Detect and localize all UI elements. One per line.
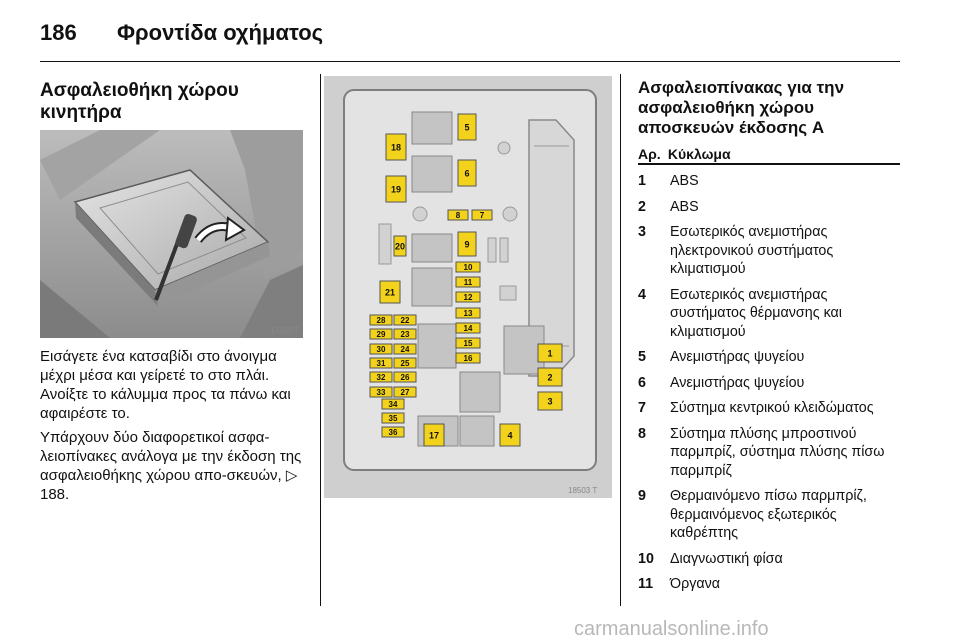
fuse-9-label: 9: [464, 239, 470, 250]
fuse-circuit: Σύστημα πλύσης μπροστινού παρμπρίζ, σύστημα πλύσης πίσω παρμπρίζ: [670, 425, 885, 479]
fuse-table-row: [638, 575, 900, 594]
column-header-number: Αρ.: [638, 146, 661, 162]
diagram-code: 18503 T: [568, 486, 598, 495]
column-divider-right: [620, 74, 621, 606]
fuse-35-label: 35: [388, 414, 398, 423]
fuse-29-label: 29: [376, 330, 386, 339]
fuse-12-label: 12: [463, 293, 473, 302]
fuse-16-label: 16: [463, 354, 473, 363]
fuse-26-label: 26: [400, 373, 410, 382]
fuse-25-label: 25: [400, 359, 410, 368]
fusebox-versions-paragraph: [40, 428, 310, 504]
fuse-21-label: 21: [384, 287, 396, 298]
fuse-circuit: Όργανα: [670, 576, 721, 592]
fuse-15-label: 15: [463, 339, 473, 348]
fuse-number: 7: [638, 400, 646, 416]
page-ref-icon: ▷: [285, 467, 298, 484]
fuse-22-label: 22: [400, 316, 410, 325]
column-divider-left: [320, 74, 321, 606]
fuse-circuit: Εσωτερικός ανεμιστήρας συστήματος θέρμανσης και κλιματισμού: [670, 286, 842, 340]
fuse-number: 5: [638, 349, 646, 365]
fuse-table-row: [638, 487, 900, 543]
fuse-36-label: 36: [388, 428, 398, 437]
fuse-circuit: Ανεμιστήρας ψυγείου: [670, 374, 805, 391]
fuse-20-label: 20: [394, 241, 406, 252]
fuse-circuit: Ανεμιστήρας ψυγείου: [670, 349, 805, 365]
fuse-number: 1: [638, 173, 646, 189]
fuse-number: 3: [638, 224, 646, 240]
fuse-19-label: 19: [390, 184, 402, 195]
fuse-31-label: 31: [376, 359, 386, 368]
column-header-circuit: Κύκλωμα: [667, 146, 731, 162]
fuse-circuit: Θερμαινόμενο πίσω παρμπρίζ, θερμαινόμενος εξωτερικός καθρέπτης: [670, 488, 867, 541]
photo-code: 17263 T: [270, 326, 300, 335]
fuse-13-label: 13: [463, 309, 473, 318]
fuse-number: 6: [638, 374, 646, 391]
fuse-7-label: 7: [479, 211, 485, 220]
fuse-32-label: 32: [376, 373, 386, 382]
versions-text: Υπάρχουν δύο διαφορετικοί ασφα-λειοπίνακες ανάλογα με την έκδοση της ασφαλειοθήκης χώρου απο-σκευών,: [40, 429, 302, 484]
fuse-8-label: 8: [455, 211, 461, 220]
fuse-10-label: 10: [463, 263, 473, 272]
fuse-34-label: 34: [388, 400, 398, 409]
fuse-1-label: 1: [547, 348, 553, 359]
fuse-table-row: [638, 550, 900, 569]
fuse-circuit: Εσωτερικός ανεμιστήρας ηλεκτρονικού συστήματος κλιματισμού: [670, 224, 834, 277]
section-title-fuse-table: Ασφαλειοπίνακας για την ασφαλειοθήκη χώρου αποσκευών έκδοσης A: [638, 78, 845, 137]
fuse-6-label: 6: [464, 168, 470, 179]
page-ref-link[interactable]: 188.: [40, 486, 70, 503]
fusebox-cover-photo: [40, 130, 303, 338]
instruction-paragraph: Εισάγετε ένα κατσαβίδι στο άνοιγμα μέχρι μέσα και γείρετέ το στο πλάι. Ανοίξτε το κάλυμμα προς τα πάνω και αφαιρέστε το.: [40, 348, 291, 422]
watermark: carmanualsonline.info: [574, 618, 769, 640]
fuse-layout-diagram: [324, 76, 612, 498]
fuse-number: 10: [638, 550, 654, 567]
page-title: Φροντίδα οχήματος: [117, 20, 324, 45]
fuse-4-label: 4: [507, 430, 513, 441]
fuse-circuit: Σύστημα κεντρικού κλειδώματος: [670, 400, 874, 416]
fuse-number: 9: [638, 488, 646, 504]
fuse-17-label: 17: [428, 430, 440, 441]
fuse-table-header: [638, 146, 900, 162]
fuse-18-label: 18: [390, 142, 402, 153]
fuse-table-row: [638, 399, 900, 418]
fuse-table-row: [638, 286, 900, 342]
fuse-27-label: 27: [400, 388, 410, 397]
fuse-number: 8: [638, 425, 646, 442]
fuse-table-row: [638, 374, 900, 393]
header-rule: [40, 61, 900, 62]
fuse-table-row: [638, 348, 900, 367]
fuse-23-label: 23: [400, 330, 410, 339]
fuse-30-label: 30: [376, 345, 386, 354]
fuse-24-label: 24: [400, 345, 410, 354]
fuse-number: 4: [638, 286, 646, 303]
fuse-circuit: Διαγνωστική φίσα: [670, 550, 783, 567]
fuse-table-row: [638, 172, 900, 191]
fuse-circuit: ABS: [670, 173, 699, 189]
fuse-33-label: 33: [376, 388, 386, 397]
fuse-2-label: 2: [547, 372, 553, 383]
fuse-table-rows: [638, 172, 900, 601]
fuse-11-label: 11: [463, 278, 473, 287]
fuse-28-label: 28: [376, 316, 386, 325]
page-number: 186: [40, 20, 77, 45]
fuse-number: 2: [638, 198, 646, 215]
fuse-circuit: ABS: [670, 198, 699, 215]
fuse-table-row: [638, 223, 900, 279]
fuse-3-label: 3: [547, 396, 553, 407]
section-title-engine-fusebox: Ασφαλειοθήκη χώρου κινητήρα: [40, 80, 239, 123]
fuse-table-row: [638, 198, 900, 217]
fuse-14-label: 14: [463, 324, 473, 333]
fuse-number: 11: [638, 576, 654, 592]
fuse-table-header-rule: [638, 163, 900, 165]
fuse-table-row: [638, 425, 900, 481]
fuse-5-label: 5: [464, 122, 470, 133]
